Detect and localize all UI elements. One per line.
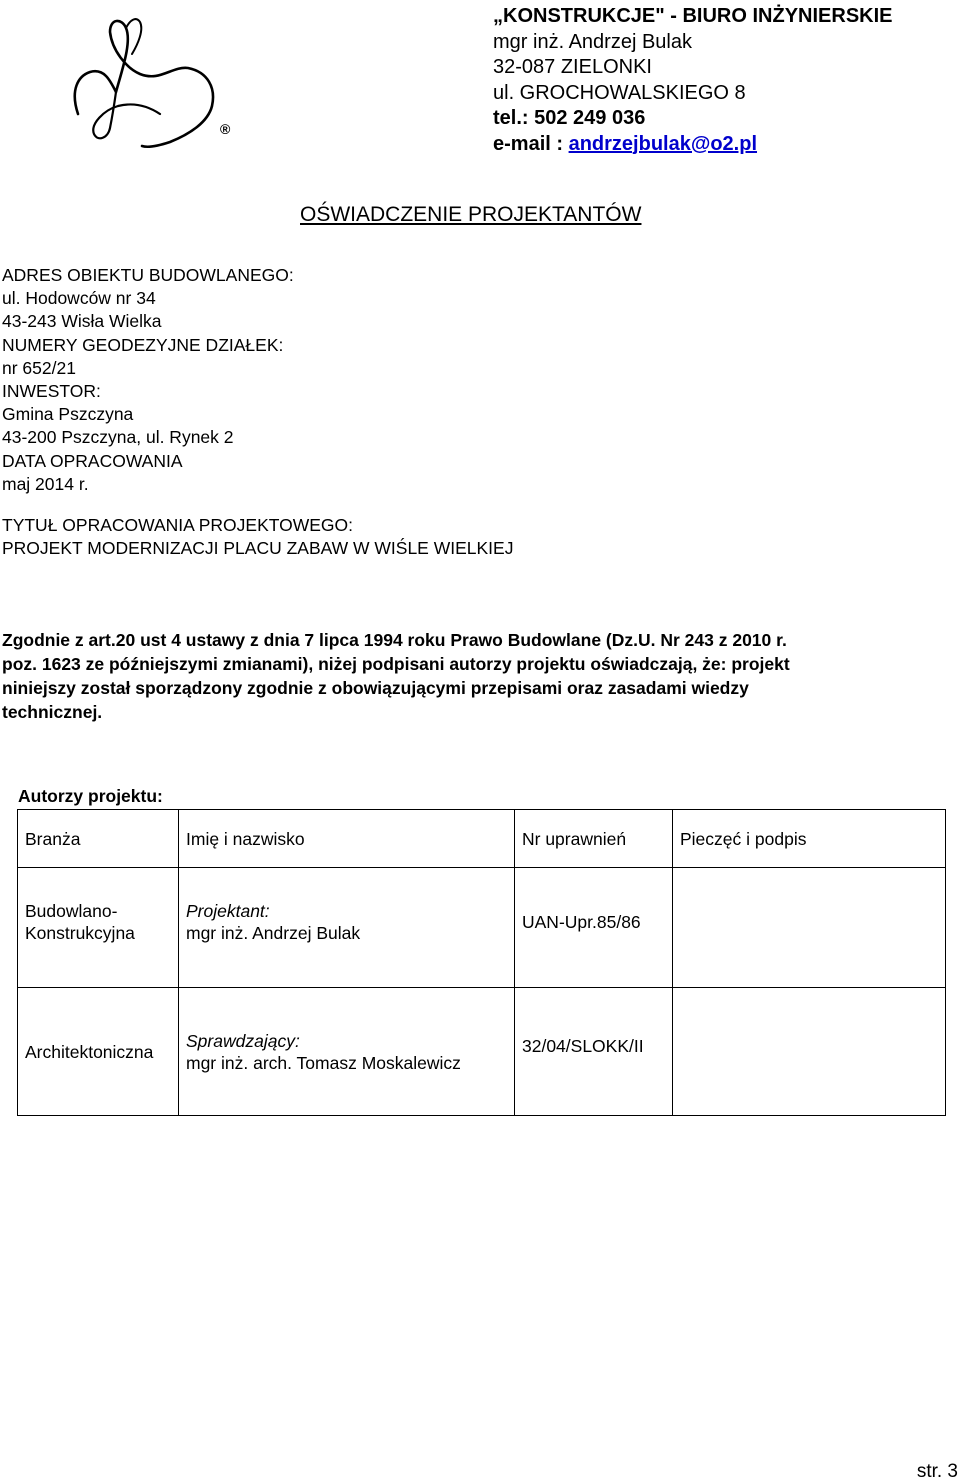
address-line-1: ul. Hodowców nr 34	[2, 288, 156, 309]
license-cell	[515, 868, 673, 988]
company-postal: 32-087 ZIELONKI	[493, 56, 652, 78]
role-label: Projektant:	[186, 900, 270, 921]
date-label: DATA OPRACOWANIA	[2, 450, 183, 471]
table-row	[18, 868, 946, 988]
table-header-row	[18, 810, 946, 868]
date-value: maj 2014 r.	[2, 473, 89, 494]
investor-address: 43-200 Pszczyna, ul. Rynek 2	[2, 427, 234, 448]
email-label: e-mail :	[493, 132, 569, 155]
stamp-cell	[673, 988, 946, 1116]
license-cell	[515, 988, 673, 1116]
address-line-2: 43-243 Wisła Wielka	[2, 311, 162, 332]
branch-line-2: Konstrukcyjna	[25, 922, 135, 943]
company-logo	[70, 10, 240, 150]
project-title-label: TYTUŁ OPRACOWANIA PROJEKTOWEGO:	[2, 515, 354, 535]
column-header-name: Imię i nazwisko	[179, 810, 515, 868]
registered-mark: ®	[220, 121, 231, 137]
investor-label: INWESTOR:	[2, 381, 101, 402]
column-header-branch: Branża	[18, 810, 179, 868]
parcels-value: nr 652/21	[2, 357, 76, 378]
table-row	[18, 988, 946, 1116]
license-number: UAN-Upr.85/86	[522, 911, 641, 932]
branch-cell	[18, 868, 179, 988]
name-cell	[179, 868, 515, 988]
author-name: mgr inż. arch. Tomasz Moskalewicz	[186, 1052, 461, 1073]
company-phone: tel.: 502 249 036	[493, 107, 646, 129]
company-person: mgr inż. Andrzej Bulak	[493, 30, 692, 53]
name-cell	[179, 988, 515, 1116]
project-title-block	[2, 514, 513, 560]
statement-line-2: poz. 1623 ze późniejszymi zmianami), niżej podpisani autorzy projektu oświadczają, że: projekt	[2, 654, 790, 674]
statement-line-1: Zgodnie z art.20 ust 4 ustawy z dnia 7 lipca 1994 roku Prawo Budowlane (Dz.U. Nr 243 z 2010 r.	[2, 630, 787, 650]
company-name: „KONSTRUKCJE" - BIURO INŻYNIERSKIE	[493, 5, 893, 27]
column-header-license: Nr uprawnień	[515, 810, 673, 868]
license-number: 32/04/SLOKK/II	[522, 1035, 644, 1056]
page-number: str. 3	[916, 1461, 958, 1482]
role-label: Sprawdzający:	[186, 1030, 300, 1051]
statement-line-3: niniejszy został sporządzony zgodnie z obowiązującymi przepisami oraz zasadami wiedzy	[2, 678, 749, 698]
company-email-line	[493, 132, 893, 158]
parcels-label: NUMERY GEODEZYJNE DZIAŁEK:	[2, 334, 284, 355]
investor-name: Gmina Pszczyna	[2, 404, 134, 425]
email-link[interactable]: andrzejbulak@o2.pl	[568, 132, 758, 155]
address-label: ADRES OBIEKTU BUDOWLANEGO:	[2, 265, 294, 285]
branch-line-1: Budowlano-	[25, 900, 118, 921]
company-header	[493, 4, 893, 157]
column-header-stamp: Pieczęć i podpis	[673, 810, 946, 868]
document-title: OŚWIADCZENIE PROJEKTANTÓW	[300, 203, 642, 226]
statement	[2, 628, 932, 724]
authors-heading: Autorzy projektu:	[18, 786, 163, 806]
object-info	[2, 264, 294, 496]
logo-graphic	[70, 10, 240, 150]
stamp-cell	[673, 868, 946, 988]
branch-cell	[18, 988, 179, 1116]
author-name: mgr inż. Andrzej Bulak	[186, 922, 361, 943]
statement-line-4: technicznej.	[2, 702, 103, 722]
branch-line-1: Architektoniczna	[25, 1041, 154, 1062]
project-title: PROJEKT MODERNIZACJI PLACU ZABAW W WIŚLE WIELKIEJ	[2, 538, 514, 559]
authors-table	[17, 809, 946, 1116]
company-street: ul. GROCHOWALSKIEGO 8	[493, 81, 746, 104]
